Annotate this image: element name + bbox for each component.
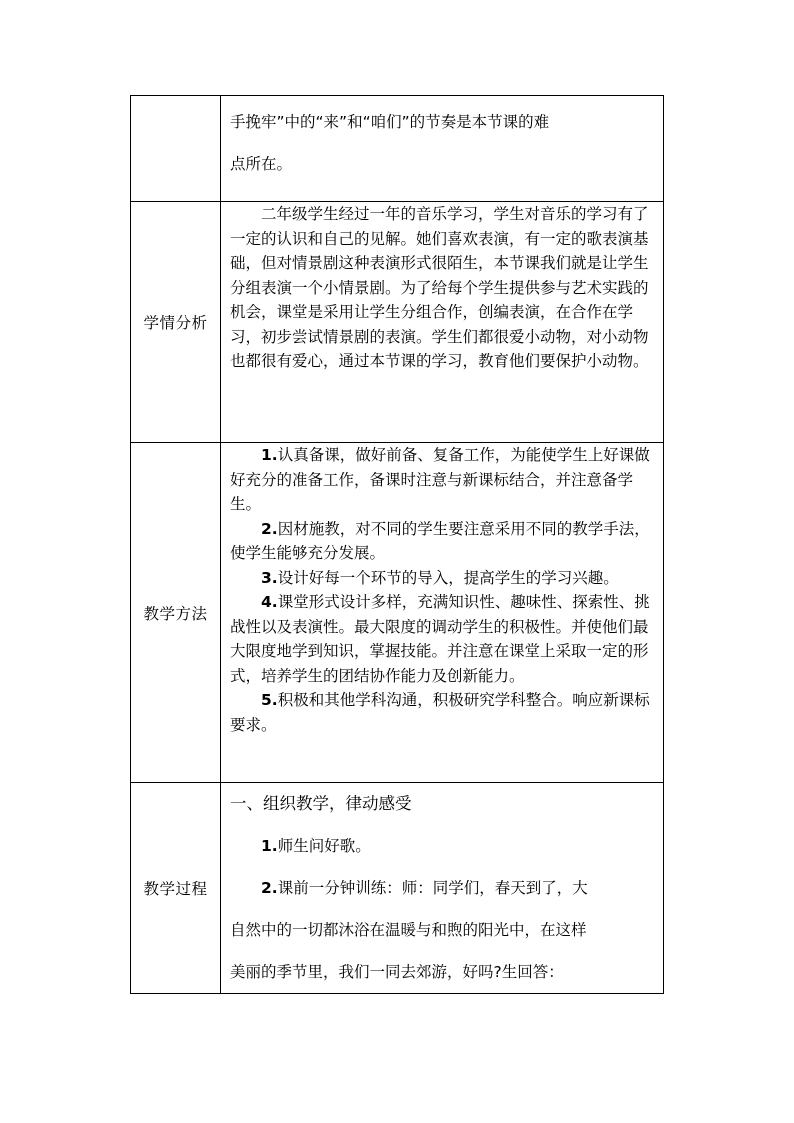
- item-number: 2.: [261, 879, 278, 897]
- item-number: 4.: [261, 593, 278, 611]
- method-item: [230, 688, 655, 737]
- row-label-teaching-process: 教学过程: [131, 783, 221, 994]
- item-number: 2.: [261, 519, 278, 538]
- table-row-teaching-methods: [131, 443, 664, 783]
- row-label-teaching-methods: 教学方法: [131, 443, 221, 783]
- table-row-continued: [131, 96, 664, 202]
- item-text: 设计好每一个环节的导入，提高学生的学习兴趣。: [277, 568, 619, 587]
- table-row-student-analysis: [131, 202, 664, 443]
- method-item: [230, 517, 655, 566]
- item-text: 课前一分钟训练：师：同学们，春天到了，大: [277, 879, 588, 897]
- item-number: 1.: [261, 446, 278, 464]
- item-text: 认真备课，做好前备、复备工作，为能使学生上好课做好充分的准备工作，备课时注意与新课标结合，并注意备学生。: [230, 446, 650, 513]
- text-line: 自然中的一切都沐浴在温暖与和煦的阳光中，在这样: [230, 921, 587, 939]
- table-row-teaching-process: [131, 783, 664, 994]
- text-line: 点所在。: [230, 155, 293, 173]
- item-number: 1.: [261, 837, 278, 855]
- method-item: [230, 443, 655, 517]
- method-item: [230, 566, 655, 591]
- student-analysis-paragraph: 二年级学生经过一年的音乐学习，学生对音乐的学习有了一定的认识和自己的见解。她们喜欢表演，有一定的歌表演基础，但对情景剧这种表演形式很陌生，本节课我们就是让学生分组表演一个小情景剧。为了给每个学生提供参与艺术实践的机会，课堂是采用让学生分组合作，创编表演，在合作在学习，初步尝试情景剧的表演。学生们都很爱小动物，对小动物也都很有爱心，通过本节课的学习，教育他们要保护小动物。: [230, 205, 649, 370]
- process-item: [230, 825, 655, 867]
- item-text: 因材施教，对不同的学生要注意采用不同的教学手法，使学生能够充分发展。: [230, 519, 650, 562]
- item-text: 积极和其他学科沟通，积极研究学科整合。响应新课标要求。: [230, 691, 650, 734]
- item-number: 5.: [261, 691, 278, 709]
- item-number: 3.: [261, 568, 278, 587]
- teaching-methods-cell: [221, 443, 664, 783]
- teaching-process-cell: [221, 783, 664, 994]
- text-line: 手挽牢”中的“来”和“咱们”的节奏是本节课的难: [230, 113, 550, 131]
- process-item: [230, 867, 655, 909]
- process-heading: 一、组织教学，律动感受: [230, 794, 412, 813]
- student-analysis-cell: [221, 202, 664, 443]
- item-text: 师生问好歌。: [277, 837, 371, 855]
- item-text: 课堂形式设计多样，充满知识性、趣味性、探索性、挑战性以及表演性。最大限度的调动学生的积极性。并使他们最大限度地学到知识，掌握技能。并注意在课堂上采取一定的形式，培养学生的团结协作能力及创新能力。: [230, 593, 650, 685]
- lesson-plan-table: [130, 95, 664, 994]
- row-label-student-analysis: 学情分析: [131, 202, 221, 443]
- row-label-empty: [131, 96, 221, 202]
- difficulty-continued-cell: [221, 96, 664, 202]
- method-item: [230, 590, 655, 688]
- text-line: 美丽的季节里，我们一同去郊游，好吗?生回答：: [230, 963, 564, 981]
